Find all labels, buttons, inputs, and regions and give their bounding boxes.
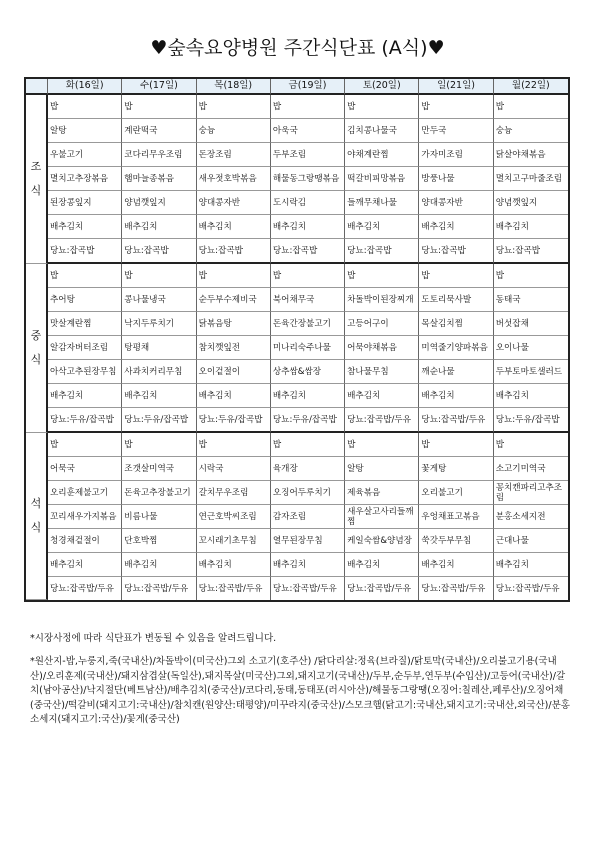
menu-cell: 상추쌈&쌈장 [271,360,345,384]
notice-text: *시장사정에 따라 식단표가 변동될 수 있음을 알려드립니다. [30,633,277,644]
menu-row [26,191,568,215]
menu-cell: 북어채무국 [271,288,345,312]
menu-cell: 제육볶음 [345,481,419,505]
menu-cell: 도토리묵사발 [419,288,493,312]
menu-cell: 밥 [122,433,196,457]
menu-cell: 당뇨:잡곡밥/두유 [495,583,560,594]
menu-cell: 만두국 [419,119,493,143]
menu-cell: 밥 [494,264,568,288]
menu-cell: 알감자버터조림 [48,336,122,360]
day-header: 목(18일) [197,79,271,95]
menu-cell: 멸치고추장볶음 [48,167,122,191]
menu-cell: 당뇨:잡곡밥/두유 [122,577,196,600]
menu-row [26,95,568,119]
menu-cell: 양대콩자반 [419,191,493,215]
menu-cell: 꽁치캔파리고추조림 [494,481,568,505]
menu-cell: 꽃게탕 [419,457,493,481]
menu-cell: 케일숙쌈&양념장 [345,529,419,553]
menu-cell: 밥 [419,433,493,457]
menu-cell: 미역줄기양파볶음 [419,336,493,360]
menu-cell: 꼬시래기초무침 [197,529,271,553]
menu-cell: 감자조림 [271,505,345,529]
menu-cell: 당뇨:잡곡밥 [48,239,122,264]
menu-cell: 당뇨:잡곡밥/두유 [345,408,419,433]
menu-cell: 쑥갓두부무침 [419,529,493,553]
menu-cell: 밥 [494,95,568,119]
menu-cell: 당뇨:잡곡밥 [271,239,345,264]
menu-row [26,505,568,529]
menu-cell: 당뇨:두유/잡곡밥 [122,408,196,433]
menu-cell: 밥 [122,264,196,288]
menu-cell: 어묵국 [48,457,122,481]
page-title: ♥숲속요양병원 주간식단표 (A식)♥ [150,37,445,59]
menu-body [26,95,568,600]
menu-cell: 배추김치 [419,553,493,577]
menu-cell: 사과치커리무침 [122,360,196,384]
menu-row [26,433,568,457]
menu-cell: 밥 [48,433,122,457]
menu-cell: 아욱국 [271,119,345,143]
menu-cell: 방풍나물 [419,167,493,191]
menu-cell: 배추김치 [271,553,345,577]
menu-cell: 가자미조림 [419,143,493,167]
menu-cell: 밥 [271,433,345,457]
menu-row [26,239,568,264]
day-header: 수(17일) [122,79,196,95]
menu-row [26,143,568,167]
menu-cell: 당뇨:잡곡밥/두유 [48,577,122,600]
menu-cell: 김치콩나물국 [345,119,419,143]
menu-cell: 차돌박이된장찌개 [345,288,419,312]
menu-row [26,577,568,600]
menu-cell: 아삭고추된장무침 [48,360,122,384]
menu-cell: 알탕 [48,119,122,143]
menu-cell: 당뇨:두유/잡곡밥 [494,408,568,433]
menu-cell: 청경채겉절이 [48,529,122,553]
menu-cell: 당뇨:잡곡밥 [197,239,271,264]
menu-cell: 맛살계란찜 [48,312,122,336]
menu-cell: 밥 [419,264,493,288]
menu-cell: 배추김치 [122,215,196,239]
menu-cell: 목살김치찜 [419,312,493,336]
menu-cell: 돈장조림 [197,143,271,167]
menu-cell: 밥 [494,433,568,457]
menu-cell: 새우젓호박볶음 [197,167,271,191]
menu-cell: 당뇨:두유/잡곡밥 [197,408,271,433]
menu-cell: 배추김치 [48,553,122,577]
menu-cell: 근대나물 [494,529,568,553]
menu-cell: 야채계란찜 [345,143,419,167]
menu-cell: 배추김치 [271,384,345,408]
menu-cell: 꼬리새우가지볶음 [48,505,122,529]
menu-cell: 알탕 [345,457,419,481]
menu-cell: 배추김치 [197,215,271,239]
menu-cell: 당뇨:두유/잡곡밥 [48,408,122,433]
menu-cell: 밥 [197,433,271,457]
menu-cell: 참나물무침 [345,360,419,384]
menu-cell: 배추김치 [345,553,419,577]
menu-row [26,481,568,505]
menu-cell: 배추김치 [494,553,568,577]
menu-cell: 밥 [345,433,419,457]
menu-cell: 된장콩잎지 [48,191,122,215]
menu-cell: 밥 [48,95,122,119]
menu-cell: 햄마늘종볶음 [122,167,196,191]
menu-cell: 우불고기 [48,143,122,167]
menu-row [26,384,568,408]
menu-cell: 밥 [197,264,271,288]
menu-cell: 배추김치 [197,553,271,577]
menu-cell: 배추김치 [345,384,419,408]
menu-cell: 돈육간장불고기 [271,312,345,336]
menu-cell: 계란떡국 [122,119,196,143]
menu-cell: 닭볶음탕 [197,312,271,336]
origin-info-text: *원산지-밥,누룽지,죽(국내산)/차돌박이(미국산)그외 소고기(호주산) /닭다리살:정육(브라질)/닭토막(국내산)/오리불고기용(국내산)/오리훈제(국내산)/돼지삼겹살(독일산),돼지목살(미국산)그외,돼지고기(국내산)/두부,순두부,연두부(수입산)/고등어(국내산)/갈치(남아공산)/낙지절단(베트남산)/배추김치(중국산)/코다리,동태,동태포(러시아산)/해물동그랑땡(오징어:칠레산,페루산)/오징어채(중국산)/떡갈비(돼지고기:국내산)/참치캔(원양산:태평양)/미꾸라지(중국산)/스모크햄(닭고기:국내산,돼지고기:국내산,외국산)/분홍소세지(돼지고기:국산)/꽃게(중국산) [30,656,570,725]
menu-cell: 밥 [197,95,271,119]
menu-row [26,408,568,433]
menu-cell: 새우살고사리들깨찜 [345,505,419,529]
menu-cell: 육개장 [271,457,345,481]
menu-cell: 동태국 [494,288,568,312]
menu-row [26,288,568,312]
menu-cell: 멸치고구마줄조림 [494,167,568,191]
menu-cell: 당뇨:두유/잡곡밥 [271,408,345,433]
day-header: 금(19일) [271,79,345,95]
day-header: 일(21일) [419,79,493,95]
menu-cell: 당뇨:잡곡밥 [419,239,493,264]
menu-cell: 우엉채표고볶음 [419,505,493,529]
menu-cell: 연근호박씨조림 [197,505,271,529]
menu-cell: 돈육고추장불고기 [122,481,196,505]
menu-cell: 양념깻잎지 [122,191,196,215]
menu-cell: 당뇨:잡곡밥 [122,239,196,264]
menu-cell: 배추김치 [48,384,122,408]
day-header: 월(22일) [494,79,568,95]
menu-cell: 배추김치 [271,215,345,239]
menu-cell: 버섯잡채 [494,312,568,336]
menu-cell: 배추김치 [419,384,493,408]
menu-cell: 오리훈제불고기 [48,481,122,505]
menu-row [26,119,568,143]
menu-row [26,167,568,191]
menu-cell: 배추김치 [48,215,122,239]
menu-cell: 오이겉절이 [197,360,271,384]
menu-cell: 분홍소세지전 [494,505,568,529]
menu-cell: 밥 [271,264,345,288]
menu-cell: 밥 [419,95,493,119]
menu-cell: 밥 [122,95,196,119]
menu-cell: 순두부수제비국 [197,288,271,312]
menu-cell: 비름나물 [122,505,196,529]
menu-cell: 도시락김 [271,191,345,215]
day-header: 토(20일) [345,79,419,95]
menu-cell: 양념깻잎지 [494,191,568,215]
menu-cell: 밥 [345,264,419,288]
menu-cell: 두부조림 [271,143,345,167]
menu-cell: 당뇨:잡곡밥/두유 [197,577,271,600]
meal-label: 중 식 [26,264,48,433]
menu-cell: 오이나물 [494,336,568,360]
menu-cell: 어묵야채볶음 [345,336,419,360]
menu-cell: 당뇨:잡곡밥/두유 [419,577,493,600]
menu-cell: 배추김치 [494,384,568,408]
meal-label: 석 식 [26,433,48,600]
menu-row [26,360,568,384]
day-header-row [26,79,568,95]
menu-row [26,336,568,360]
menu-cell: 들깨무채나물 [345,191,419,215]
menu-cell: 당뇨:잡곡밥 [494,239,568,264]
menu-cell: 열무된장무침 [271,529,345,553]
menu-cell: 배추김치 [122,553,196,577]
menu-cell: 참치깻잎전 [197,336,271,360]
menu-cell: 배추김치 [494,215,568,239]
menu-cell: 깨순나물 [419,360,493,384]
weekly-menu-table [24,77,570,602]
menu-cell: 당뇨:잡곡밥/두유 [419,408,493,433]
menu-row [26,457,568,481]
menu-cell: 낙지두루치기 [122,312,196,336]
menu-cell: 단호박찜 [122,529,196,553]
menu-cell: 두부토마토샐러드 [494,360,568,384]
menu-cell: 당뇨:잡곡밥/두유 [345,577,419,600]
menu-cell: 숭늉 [494,119,568,143]
menu-cell: 닭살야채볶음 [494,143,568,167]
menu-cell: 오리불고기 [419,481,493,505]
menu-cell: 당뇨:잡곡밥/두유 [271,577,345,600]
menu-cell: 소고기미역국 [494,457,568,481]
menu-cell: 추어탕 [48,288,122,312]
menu-cell: 배추김치 [197,384,271,408]
menu-cell: 탕평채 [122,336,196,360]
menu-cell: 배추김치 [345,215,419,239]
menu-cell: 밥 [48,264,122,288]
meal-label: 조 식 [26,95,48,264]
menu-row [26,264,568,288]
menu-cell: 숭늉 [197,119,271,143]
menu-cell: 떡갈비피망볶음 [345,167,419,191]
menu-cell: 해물동그랑땡볶음 [271,167,345,191]
corner-cell [26,79,48,95]
menu-row [26,312,568,336]
menu-row [26,553,568,577]
menu-cell: 배추김치 [419,215,493,239]
menu-cell: 콩나물냉국 [122,288,196,312]
menu-cell: 당뇨:잡곡밥 [345,239,419,264]
menu-row [26,215,568,239]
menu-cell: 시락국 [197,457,271,481]
menu-cell: 양대콩자반 [197,191,271,215]
menu-cell: 갈치무우조림 [197,481,271,505]
menu-cell: 오징어두루치기 [271,481,345,505]
day-header: 화(16일) [48,79,122,95]
menu-cell: 미나리숙주나물 [271,336,345,360]
menu-cell: 밥 [271,95,345,119]
menu-cell: 밥 [345,95,419,119]
menu-cell: 조갯살미역국 [122,457,196,481]
menu-row [26,529,568,553]
menu-cell: 배추김치 [122,384,196,408]
menu-cell: 코다리무우조림 [122,143,196,167]
menu-cell: 고등어구이 [345,312,419,336]
